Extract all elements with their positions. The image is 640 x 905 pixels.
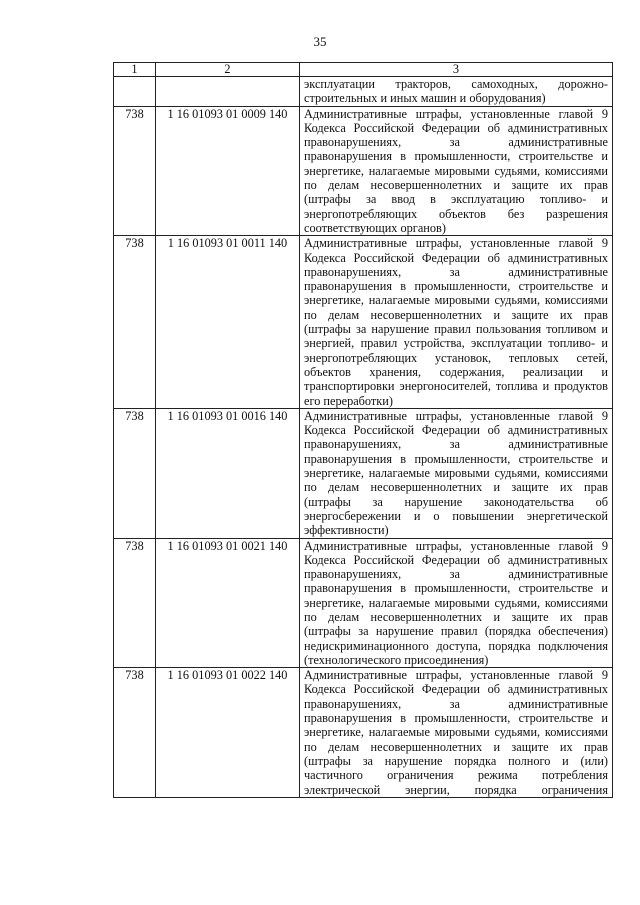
admin-code-cell: 738 <box>114 538 156 668</box>
description-cell: Административные штрафы, установленные главой 9 Кодекса Российской Федерации об административных правонарушениях, за административные правонарушения в промышленности, строительстве и энергетике, налагаемые мировыми судьями, комиссиями по делам несовершеннолетних и защите их прав (штрафы за нарушение порядка полного и (или) частичного ограничения режима потребления электрической энергии, порядка ограничения <box>300 668 613 798</box>
admin-code-cell: 738 <box>114 408 156 538</box>
table-row <box>114 538 613 668</box>
budget-code-table <box>113 62 613 798</box>
description-cell: Административные штрафы, установленные главой 9 Кодекса Российской Федерации об административных правонарушениях, за административные правонарушения в промышленности, строительстве и энергетике, налагаемые мировыми судьями, комиссиями по делам несовершеннолетних и защите их прав (штрафы за нарушение законодательства об энергосбережении и о повышении энергетической эффективности) <box>300 408 613 538</box>
table-row <box>114 236 613 409</box>
column-header-1: 1 <box>114 63 156 77</box>
column-header-3: 3 <box>300 63 613 77</box>
budget-code-cell <box>156 77 300 107</box>
table-row <box>114 77 613 107</box>
admin-code-cell: 738 <box>114 106 156 236</box>
admin-code-cell: 738 <box>114 668 156 798</box>
table-row <box>114 668 613 798</box>
budget-code-cell: 1 16 01093 01 0016 140 <box>156 408 300 538</box>
budget-code-cell: 1 16 01093 01 0021 140 <box>156 538 300 668</box>
table-header-row <box>114 63 613 77</box>
admin-code-cell: 738 <box>114 236 156 409</box>
admin-code-cell <box>114 77 156 107</box>
description-cell: Административные штрафы, установленные главой 9 Кодекса Российской Федерации об административных правонарушениях, за административные правонарушения в промышленности, строительстве и энергетике, налагаемые мировыми судьями, комиссиями по делам несовершеннолетних и защите их прав (штрафы за нарушение правил (порядка обеспечения) недискриминационного доступа, порядка подключения (технологического присоединения) <box>300 538 613 668</box>
budget-code-cell: 1 16 01093 01 0011 140 <box>156 236 300 409</box>
description-cell: Административные штрафы, установленные главой 9 Кодекса Российской Федерации об административных правонарушениях, за административные правонарушения в промышленности, строительстве и энергетике, налагаемые мировыми судьями, комиссиями по делам несовершеннолетних и защите их прав (штрафы за нарушение правил пользования топливом и энергией, правил устройства, эксплуатации топливо- и энергопотребляющих установок, тепловых сетей, объектов хранения, содержания, реализации и транспортировки энергоносителей, топлива и продуктов его переработки) <box>300 236 613 409</box>
budget-code-cell: 1 16 01093 01 0009 140 <box>156 106 300 236</box>
table-row <box>114 106 613 236</box>
page-number: 35 <box>313 34 327 49</box>
column-header-2: 2 <box>156 63 300 77</box>
description-cell: эксплуатации тракторов, самоходных, дорожно-строительных и иных машин и оборудования) <box>300 77 613 107</box>
table-row <box>114 408 613 538</box>
budget-code-cell: 1 16 01093 01 0022 140 <box>156 668 300 798</box>
description-cell: Административные штрафы, установленные главой 9 Кодекса Российской Федерации об административных правонарушениях, за административные правонарушения в промышленности, строительстве и энергетике, налагаемые мировыми судьями, комиссиями по делам несовершеннолетних и защите их прав (штрафы за ввод в эксплуатацию топливо- и энергопотребляющих объектов без разрешения соответствующих органов) <box>300 106 613 236</box>
